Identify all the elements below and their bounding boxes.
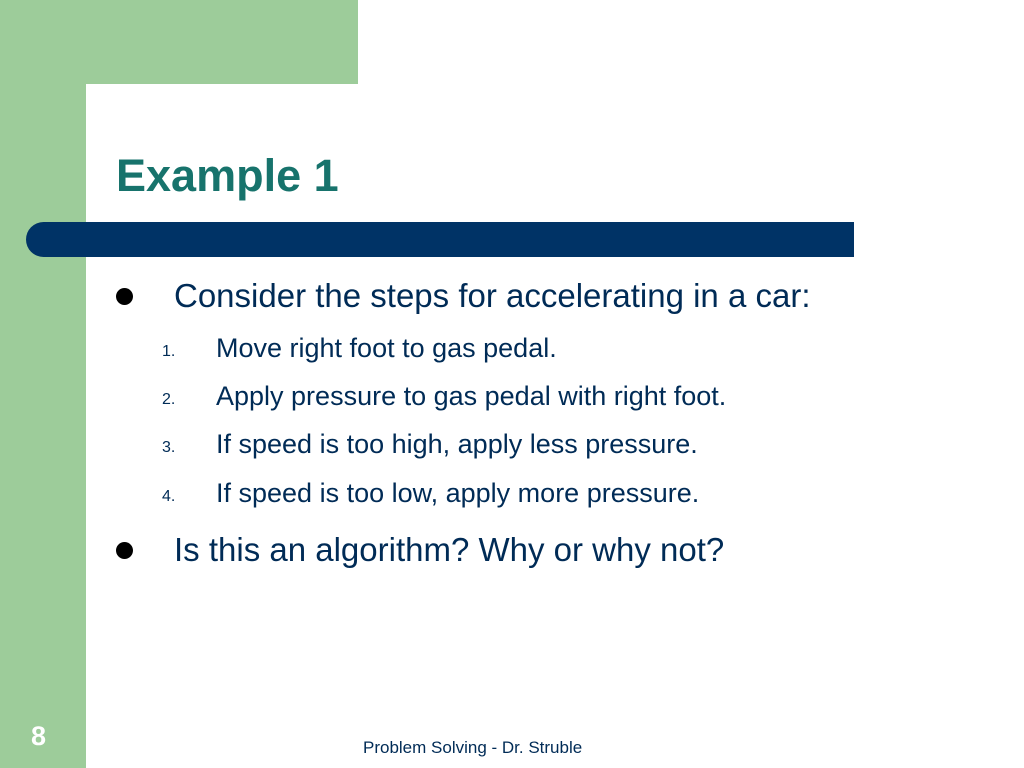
slide-page-number: 8 xyxy=(31,721,47,751)
bullet-dot-icon xyxy=(116,542,133,559)
step-item-4 xyxy=(162,477,902,513)
top-green-tab xyxy=(0,0,358,84)
bullet-item-consider-steps xyxy=(116,275,976,319)
step-text: Move right foot to gas pedal. xyxy=(216,333,557,363)
step-number: 2. xyxy=(162,391,176,408)
step-item-2 xyxy=(162,380,902,416)
step-number: 1. xyxy=(162,343,176,360)
bullet-text: Is this an algorithm? Why or why not? xyxy=(174,531,725,568)
bullet-dot-icon xyxy=(116,288,133,305)
step-text: If speed is too high, apply less pressure. xyxy=(216,429,698,459)
step-text: Apply pressure to gas pedal with right foot. xyxy=(216,381,727,411)
step-item-1 xyxy=(162,332,902,368)
slide-title: Example 1 xyxy=(116,150,339,201)
step-item-3 xyxy=(162,428,902,464)
step-number: 3. xyxy=(162,439,176,456)
slide-footer: Problem Solving - Dr. Struble xyxy=(363,738,583,757)
bullet-item-algorithm-question xyxy=(116,529,976,573)
title-divider-bar xyxy=(26,222,854,257)
bullet-text: Consider the steps for accelerating in a car: xyxy=(174,277,811,314)
left-green-band xyxy=(0,0,86,768)
step-number: 4. xyxy=(162,488,176,505)
step-text: If speed is too low, apply more pressure. xyxy=(216,478,700,508)
